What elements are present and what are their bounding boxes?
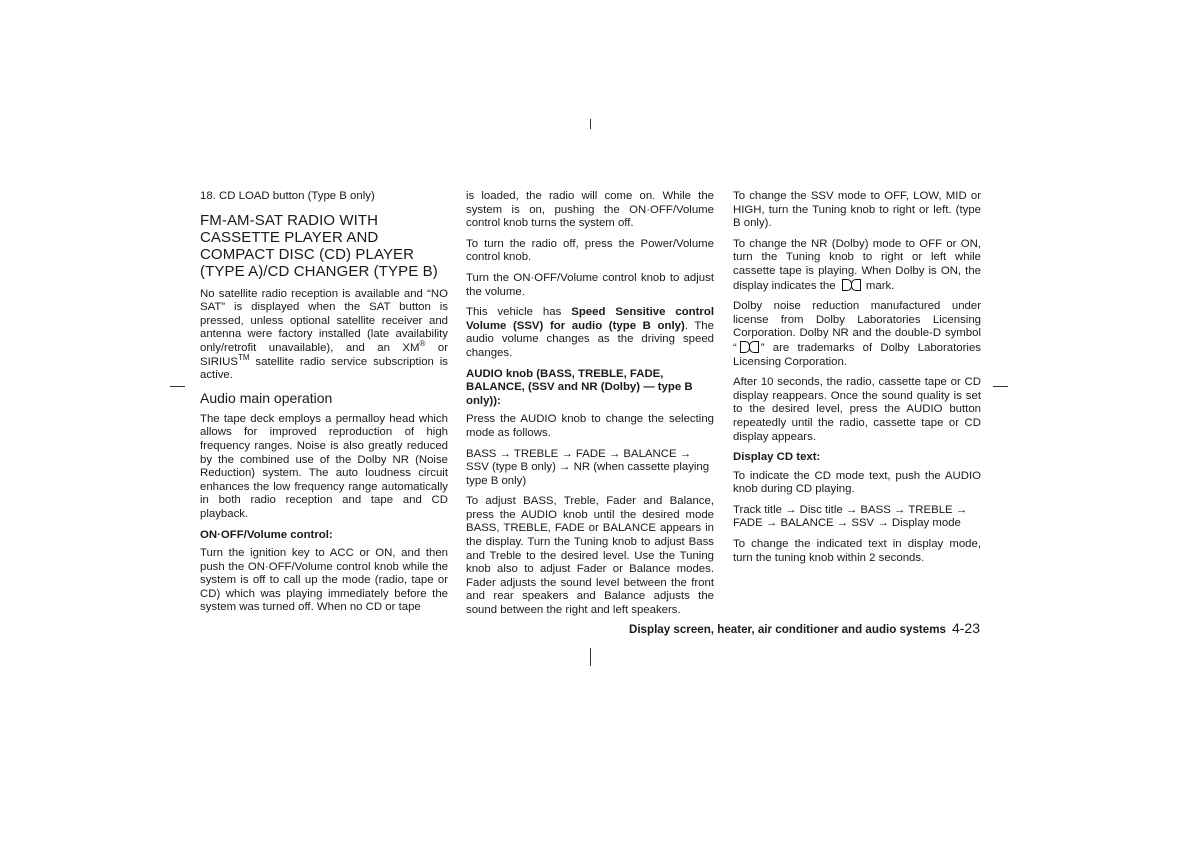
subsection-heading: Audio main operation (200, 389, 333, 406)
column-2 (466, 190, 714, 625)
page-footer (560, 620, 980, 636)
cd-load-item: 18. CD LOAD button (Type B only) (200, 190, 375, 202)
dolby-double-d-icon (739, 341, 759, 353)
crop-mark-top (590, 119, 591, 129)
ssv-paragraph: This vehicle has Speed Sensitive control Volume (SSV) for audio (type B only). The audio volume changes as the driving speed changes. (466, 306, 714, 359)
ignition-paragraph: Turn the ignition key to ACC or ON, and then push the ON·OFF/Volume control knob while the system is off to call up the mode (radio, tape or CD) which was playing immediately before the system was turned off. When no CD or tape (200, 547, 448, 614)
audio-knob-heading: AUDIO knob (BASS, TREBLE, FADE, BALANCE, (SSV and NR (Dolby) — type B only)): (466, 367, 693, 407)
crop-mark-left (170, 386, 185, 387)
satellite-paragraph: No satellite radio reception is available and “NO SAT” is displayed when the SAT button is pressed, unless optional satellite receiver and antenna were factory installed (late availability only/retrofit unavailable), and an XM® or SIRIUS™ satellite radio service subscription is active. (200, 287, 449, 382)
tape-deck-paragraph: The tape deck employs a permalloy head which allows for improved reproduction of high frequency ranges. Noise is also greatly reduced by the combined use of the Dolby NR (Noise Reduction) system. The auto loudness circuit enhances the low frequency range automatically in both radio reception and tape and CD playback. (200, 412, 448, 520)
crop-mark-bottom (590, 648, 591, 666)
dolby-trademark-paragraph: Dolby noise reduction manufactured under license from Dolby Laboratories Licensing Corporation. Dolby NR and the double-D symbol “ ” are trademarks of Dolby Laboratories Licensing Corporation. (733, 300, 981, 368)
change-text-paragraph: To change the indicated text in display mode, turn the tuning knob within 2 seconds. (733, 538, 981, 564)
section-heading: FM-AM-SAT RADIO WITH CASSETTE PLAYER AND COMPACT DISC (CD) PLAYER (TYPE A)/CD CHANGER (TYPE B) (200, 211, 438, 280)
radio-off-paragraph: To turn the radio off, press the Power/Volume control knob. (466, 237, 714, 264)
section-title: Display screen, heater, air conditioner and audio systems (628, 623, 946, 636)
crop-mark-right (993, 386, 1008, 387)
cd-text-paragraph: To indicate the CD mode text, push the AUDIO knob during CD playing. (733, 469, 981, 496)
nr-dolby-paragraph: To change the NR (Dolby) mode to OFF or ON, turn the Tuning knob to right or left while cassette tape is playing. When Dolby is ON, the display indicates the mark. (733, 237, 981, 292)
mode-sequence: BASS → TREBLE → FADE → BALANCE → SSV (type B only) → NR (when cassette playing type B only) (466, 447, 710, 487)
adjust-paragraph: To adjust BASS, Treble, Fader and Balance, press the AUDIO knob until the desired mode BASS, TREBLE, FADE or BALANCE appears in the display. Turn the Tuning knob to adjust Bass and Treble to the desired level. Use the Tuning knob also to adjust Fader or Balance modes. Fader adjusts the sound level between the front and rear speakers and Balance adjusts the sound between the right and left speakers. (466, 495, 714, 617)
display-reappear-paragraph: After 10 seconds, the radio, cassette tape or CD display reappears. Once the sound quality is set to the desired level, press the AUDIO button repeatedly until the radio, cassette tape or CD display appears. (733, 376, 981, 443)
column-1 (200, 190, 448, 622)
dolby-double-d-icon (841, 279, 861, 291)
on-off-volume-heading: ON·OFF/Volume control: (200, 528, 333, 541)
audio-knob-paragraph: Press the AUDIO knob to change the selecting mode as follows. (466, 413, 714, 439)
display-cd-text-heading: Display CD text: (733, 451, 821, 464)
page-number: 4-23 (951, 620, 980, 636)
cd-text-sequence: Track title → Disc title → BASS → TREBLE → FADE → BALANCE → SSV → Display mode (733, 503, 968, 530)
volume-paragraph: Turn the ON·OFF/Volume control knob to adjust the volume. (466, 271, 714, 298)
column-3 (733, 190, 981, 572)
ssv-mode-paragraph: To change the SSV mode to OFF, LOW, MID or HIGH, turn the Tuning knob to right or left. (type B only). (733, 190, 981, 230)
radio-on-paragraph: is loaded, the radio will come on. While the system is on, pushing the ON·OFF/Volume control knob turns the system off. (466, 190, 714, 230)
